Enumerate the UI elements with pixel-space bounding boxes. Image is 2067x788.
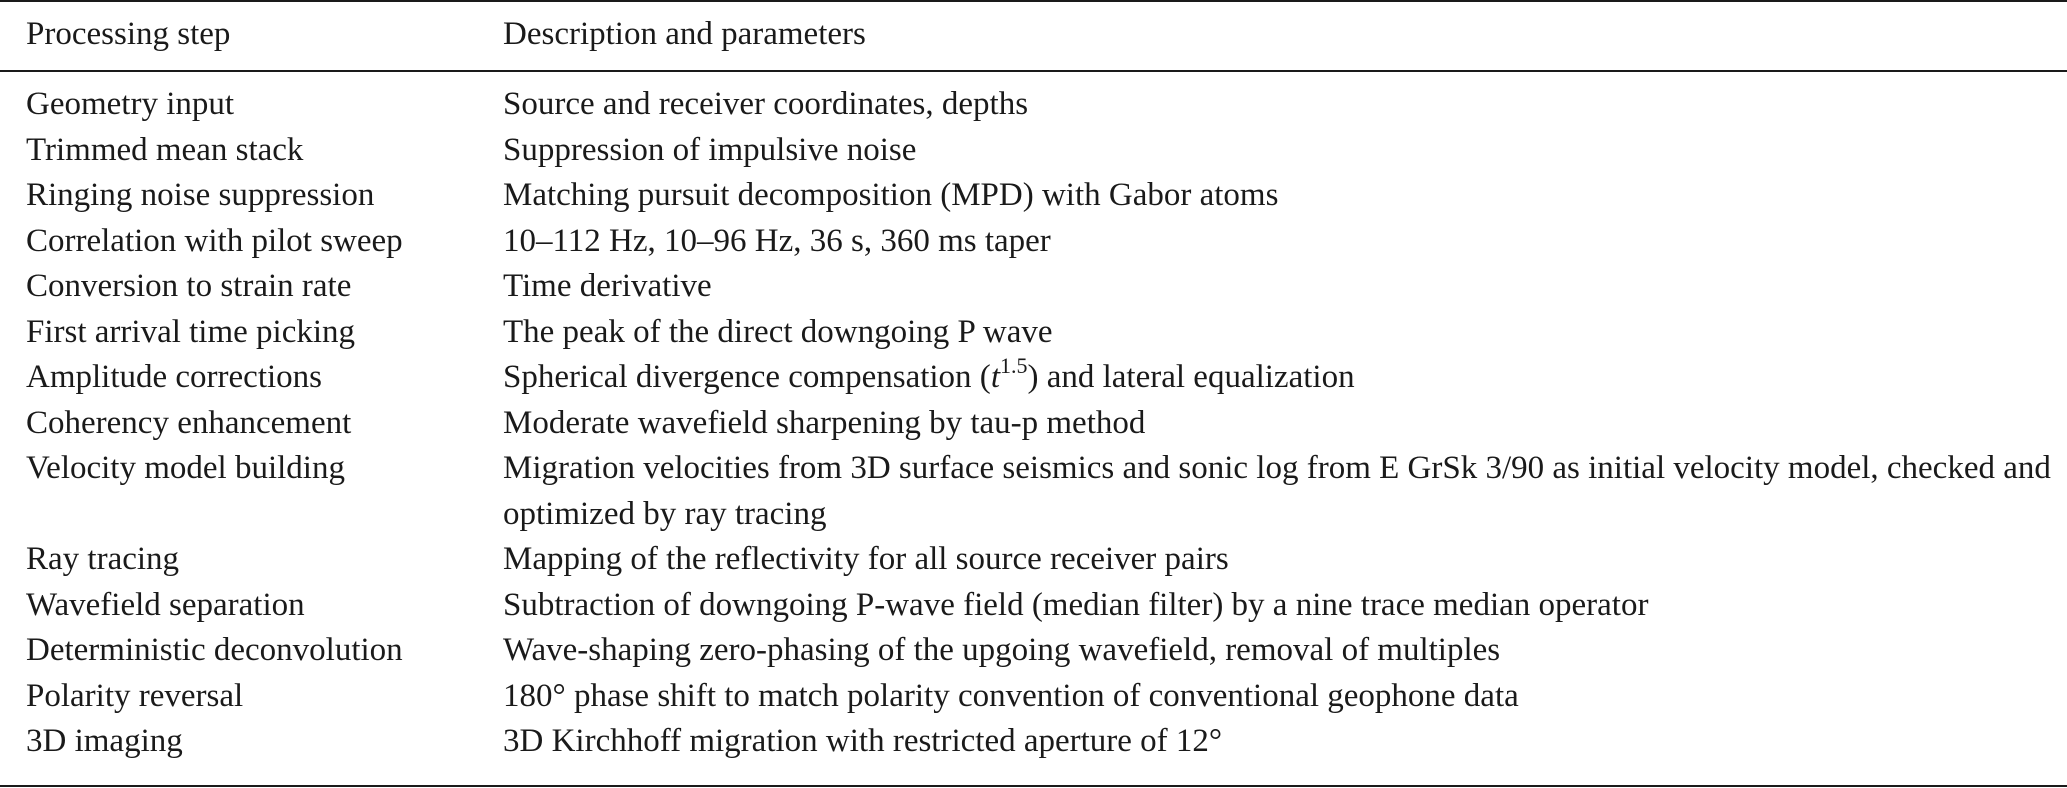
- description-cell: Source and receiver coordinates, depths: [503, 86, 1029, 122]
- description-cell: The peak of the direct downgoing P wave: [503, 313, 1053, 350]
- exponent: 1.5: [999, 353, 1028, 378]
- description-cell: Mapping of the reflectivity for all source receiver pairs: [503, 541, 1229, 577]
- step-cell: Coherency enhancement: [26, 404, 352, 441]
- step-cell: Ray tracing: [26, 541, 180, 577]
- table-row: [0, 355, 2067, 401]
- table-row: [0, 401, 2067, 447]
- description-cell: 10–112 Hz, 10–96 Hz, 36 s, 360 ms taper: [503, 222, 1051, 259]
- table-row: [0, 310, 2067, 356]
- step-cell: Trimmed mean stack: [26, 131, 304, 168]
- step-cell: Ringing noise suppression: [26, 177, 375, 213]
- table-row: [0, 173, 2067, 219]
- description-cell: [503, 355, 2053, 401]
- step-cell: Conversion to strain rate: [26, 268, 352, 304]
- description-cell: Time derivative: [503, 268, 712, 304]
- table-row: [0, 219, 2067, 265]
- top-rule: [0, 0, 2067, 2]
- header-rule: [0, 70, 2067, 72]
- step-cell: Wavefield separation: [26, 586, 305, 623]
- step-cell: Polarity reversal: [26, 677, 244, 714]
- table-row: [0, 264, 2067, 310]
- description-cell: Suppression of impulsive noise: [503, 131, 917, 168]
- table-header: [0, 12, 2067, 56]
- table-row: [0, 628, 2067, 674]
- description-cell: Moderate wavefield sharpening by tau-p method: [503, 404, 1146, 441]
- time-variable: t: [990, 359, 1000, 395]
- step-cell: 3D imaging: [26, 723, 183, 759]
- description-cell: Migration velocities from 3D surface seismics and sonic log from E GrSk 3/90 as initial velocity model, checked and optimized by ray tracing: [503, 450, 2051, 532]
- step-cell: First arrival time picking: [26, 313, 356, 350]
- table-row: [0, 674, 2067, 720]
- table-row: [0, 128, 2067, 174]
- description-cell: 180° phase shift to match polarity convention of conventional geophone data: [503, 677, 1519, 714]
- step-cell: Velocity model building: [26, 450, 345, 486]
- table-row: [0, 446, 2067, 537]
- description-cell: Subtraction of downgoing P-wave field (median filter) by a nine trace median operator: [503, 586, 1649, 623]
- table-body: [0, 82, 2067, 765]
- header-processing-step: Processing step: [26, 16, 231, 52]
- bottom-rule: [0, 785, 2067, 787]
- step-cell: Amplitude corrections: [26, 359, 323, 395]
- description-text-before: Spherical divergence compensation (: [503, 359, 991, 395]
- description-text-after: ) and lateral equalization: [1027, 359, 1355, 395]
- step-cell: Deterministic deconvolution: [26, 632, 403, 668]
- step-cell: Correlation with pilot sweep: [26, 222, 403, 259]
- table-row: [0, 583, 2067, 629]
- table-row: [0, 719, 2067, 765]
- table-row: [0, 537, 2067, 583]
- description-cell: 3D Kirchhoff migration with restricted aperture of 12°: [503, 723, 1223, 759]
- table-row: [0, 82, 2067, 128]
- description-cell: Wave-shaping zero-phasing of the upgoing wavefield, removal of multiples: [503, 632, 1501, 668]
- description-cell: Matching pursuit decomposition (MPD) with Gabor atoms: [503, 177, 1279, 213]
- header-description: Description and parameters: [503, 16, 866, 52]
- step-cell: Geometry input: [26, 86, 235, 122]
